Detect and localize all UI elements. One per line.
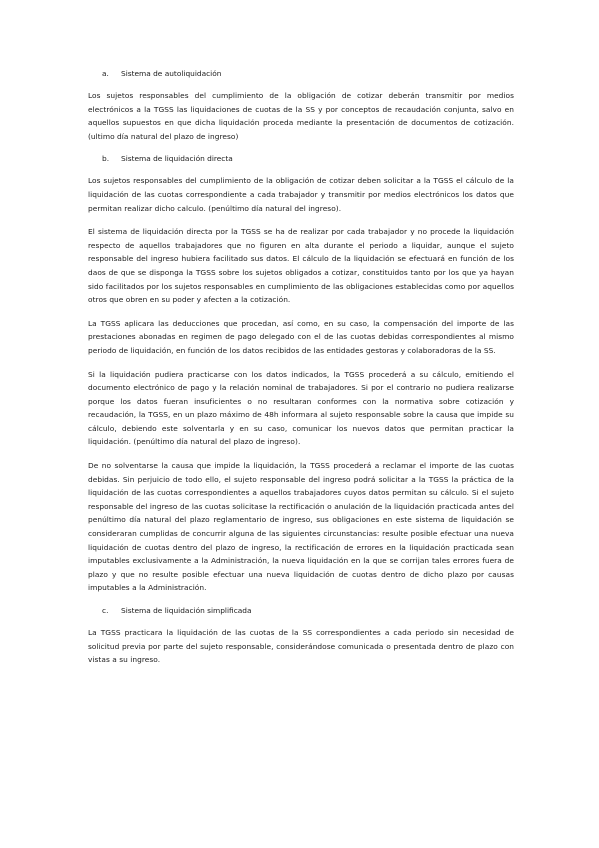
paragraph: Los sujetos responsables del cumplimiento de la obligación de cotizar deberán transmitir por medios electrónicos a la TGSS las liquidaciones de cuotas de la SS y por conceptos de recaudación conjunta, salvo en aquellos supuestos en que dicha liquidación proceda mediante la presentación de documentos de cotización. (ultimo día natural del plazo de ingreso) <box>88 91 514 141</box>
paragraph: La TGSS practicara la liquidación de las cuotas de la SS correspondientes a cada periodo sin necesidad de solicitud previa por parte del sujeto responsable, considerándose comunicada o presentada dentro de plazo con vistas a su ingreso. <box>88 628 514 665</box>
section-title: Sistema de autoliquidación <box>121 69 222 78</box>
section-letter: a. <box>102 69 109 78</box>
section-heading-liquidacion-simplificada <box>88 605 514 616</box>
section-title: Sistema de liquidación simplificada <box>121 606 252 615</box>
document-content <box>88 68 514 677</box>
paragraph: El sistema de liquidación directa por la TGSS se ha de realizar por cada trabajador y no procede la liquidación respecto de aquellos trabajadores que no figuren en alta durante el periodo a liquidar, aunque el sujeto responsable del ingreso hubiera facilitado sus datos. El cálculo de la liquidación se efectuará en función de los daos de que se disponga la TGSS sobre los sujetos obligados a cotizar, constituidos tanto por los que ya hayan sido facilitados por los sujetos responsables en cumplimiento de las obligaciones establecidas como por aquellos otros que obren en su poder y afecten a la cotización. <box>88 227 514 305</box>
section-title: Sistema de liquidación directa <box>121 154 233 164</box>
paragraph: Los sujetos responsables del cumplimiento de la obligación de cotizar deben solicitar a la TGSS el cálculo de la liquidación de las cuotas correspondiente a cada trabajador y transmitir por medios electrónicos los datos que permitan realizar dicho calculo. (penúltimo día natural del ingreso). <box>88 176 514 213</box>
section-heading-autoliquidacion <box>88 68 514 79</box>
section-heading-liquidacion-directa <box>88 153 514 164</box>
paragraph: Si la liquidación pudiera practicarse con los datos indicados, la TGSS procederá a su cálculo, emitiendo el documento electrónico de pago y la relación nominal de trabajadores. Si por el contrario no pudiera realizarse porque los datos fueran insuficientes o no resultaran conformes con la normativa sobre cotización y recaudación, la TGSS, en un plazo máximo de 48h informara al sujeto responsable sobre la causa que impide su cálculo, debiendo este solventarla y en su caso, comunicar los nuevos datos que permitan practicar la liquidación. (penúltimo día natural del plazo de ingreso). <box>88 369 514 447</box>
section-letter: c. <box>102 606 109 615</box>
paragraph: De no solventarse la causa que impide la liquidación, la TGSS procederá a reclamar el importe de las cuotas debidas. Sin perjuicio de todo ello, el sujeto responsable del ingreso podrá solicitar a la TGSS la práctica de la liquidación de las cuotas correspondientes a aquellos trabajadores cuyos datos permitan su cálculo. Si el sujeto responsable del ingreso de las cuotas solicitase la rectificación o anulación de la liquidación practicada antes del penúltimo día natural del plazo reglamentario de ingreso, sus obligaciones en este sistema de liquidación se consideraran cumplidas de concurrir alguna de las siguientes circunstancias: resulte posible efectuar una nueva liquidación de cuotas dentro del plazo de ingreso, la rectificación de errores en la liquidación practicada sean imputables exclusivamente a la Administración, la nueva liquidación en la que se corrijan tales errores fuera de plazo y que no resulte posible efectuar una nueva liquidación de cuotas dentro de dicho plazo por causas imputables a la Administración. <box>88 461 514 593</box>
section-letter: b. <box>102 154 110 164</box>
paragraph: La TGSS aplicara las deducciones que procedan, así como, en su caso, la compensación del importe de las prestaciones abonadas en regimen de pago delegado con el de las cuotas debidas correspondientes al mismo periodo de liquidación, en función de los datos recibidos de las entidades gestoras y colaboradoras de la SS. <box>88 318 514 355</box>
